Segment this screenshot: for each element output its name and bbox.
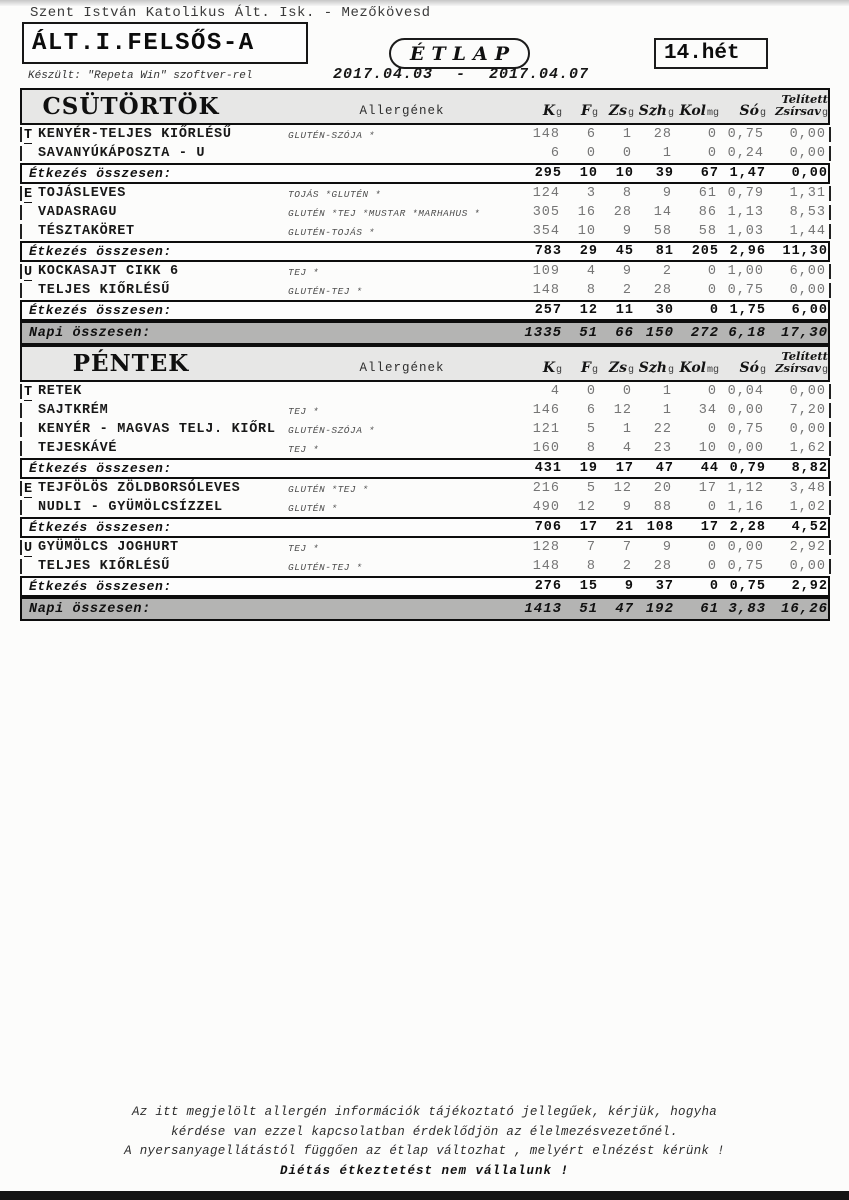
nutrition-value: 86 [698,205,717,220]
day-total-value: 51 [579,601,598,617]
nutrition-value: 1,31 [789,186,826,201]
menu-item-name: TOJÁSLEVES [38,186,127,201]
day-total-value: 47 [615,601,634,617]
menu-item-row [20,479,830,498]
meal-total-value: 1,75 [729,303,766,318]
meal-total-value: 295 [534,166,562,181]
nutrition-value: 354 [532,224,560,239]
menu-item-row [20,557,830,576]
nutrition-value: 9 [662,186,672,201]
meal-total-row [20,517,830,538]
column-header: Kg [542,103,562,119]
menu-item-name: TELJES KIŐRLÉSŰ [38,283,171,298]
menu-item-allergens: TEJ * [288,267,320,278]
meal-total-value: 8,82 [791,461,828,476]
menu-item-row [20,184,830,203]
meal-total-value: 2,28 [729,520,766,535]
nutrition-value: 0,75 [727,127,764,142]
nutrition-value: 6 [550,146,560,161]
column-header: Szhg [638,360,674,376]
column-header: Kolmg [679,360,719,376]
nutrition-value: 10 [698,441,717,456]
nutrition-value: 0,00 [789,422,826,437]
nutrition-value: 0 [707,384,717,399]
nutrition-value: 0 [707,264,717,279]
nutrition-value: 121 [532,422,560,437]
menu-item-row [20,498,830,517]
date-from: 2017.04.03 [333,66,434,83]
menu-item-name: TELJES KIŐRLÉSŰ [38,559,171,574]
nutrition-value: 1,02 [789,500,826,515]
nutrition-value: 9 [622,264,632,279]
day-total-row [20,321,830,345]
meal-total-label: Étkezés összesen: [29,244,172,259]
meal-total-value: 29 [579,244,598,259]
nutrition-value: 2,92 [789,540,826,555]
nutrition-value: 61 [698,186,717,201]
meal-total-value: 11 [615,303,634,318]
day-header-row [20,345,830,382]
day-total-label: Napi összesen: [29,601,151,617]
saturated-fat-column-header: Telített Zsírsavg [775,92,828,119]
nutrition-value: 1,00 [727,264,764,279]
nutrition-value: 0 [586,384,596,399]
meal-total-value: 30 [655,303,674,318]
column-header: Szhg [638,103,674,119]
footer-notes [0,1103,849,1181]
date-to: 2017.04.07 [488,66,589,83]
meal-total-label: Étkezés összesen: [29,520,172,535]
meal-total-value: 17 [579,520,598,535]
nutrition-value: 2 [622,559,632,574]
scan-edge-bottom [0,1191,849,1200]
nutrition-value: 9 [622,224,632,239]
menu-item-allergens: GLUTÉN-TOJÁS * [288,227,375,238]
meal-total-value: 706 [534,520,562,535]
nutrition-value: 5 [586,422,596,437]
nutrition-value: 7 [586,540,596,555]
menu-item-row [20,125,830,144]
meal-total-value: 6,00 [791,303,828,318]
menu-title-oval [389,38,530,69]
nutrition-value: 0 [707,540,717,555]
meal-total-value: 205 [691,244,719,259]
meal-total-value: 10 [615,166,634,181]
nutrition-value: 0,00 [789,384,826,399]
nutrition-value: 0,00 [789,283,826,298]
meal-total-value: 783 [534,244,562,259]
meal-total-value: 11,30 [782,244,828,259]
nutrition-value: 12 [577,500,596,515]
nutrition-value: 0,00 [727,441,764,456]
meal-total-label: Étkezés összesen: [29,461,172,476]
meal-total-value: 2,92 [791,579,828,594]
nutrition-value: 0 [707,559,717,574]
meal-total-value: 0,75 [729,579,766,594]
nutrition-value: 1,44 [789,224,826,239]
nutrition-value: 1 [662,403,672,418]
nutrition-value: 305 [532,205,560,220]
nutrition-value: 0,75 [727,422,764,437]
nutrition-value: 490 [532,500,560,515]
column-header: Fg [581,360,598,376]
meal-total-value: 0,79 [729,461,766,476]
date-range [333,66,589,83]
meal-total-value: 17 [615,461,634,476]
nutrition-value: 28 [653,127,672,142]
nutrition-value: 9 [622,500,632,515]
meal-total-label: Étkezés összesen: [29,579,172,594]
nutrition-value: 148 [532,283,560,298]
day-total-value: 17,30 [780,325,828,341]
day-total-label: Napi összesen: [29,325,151,341]
meal-total-value: 37 [655,579,674,594]
meal-total-value: 44 [700,461,719,476]
column-header: Fg [581,103,598,119]
nutrition-value: 0 [707,500,717,515]
nutrition-value: 28 [653,559,672,574]
meal-total-row [20,576,830,597]
menu-item-name: KENYÉR - MAGVAS TELJ. KIŐRL [38,422,276,437]
nutrition-value: 12 [613,481,632,496]
nutrition-value: 0 [707,283,717,298]
nutrition-value: 216 [532,481,560,496]
meal-total-value: 81 [655,244,674,259]
meal-total-value: 17 [700,520,719,535]
day-name: PÉNTEK [72,350,190,377]
menu-item-name: SAVANYÚKÁPOSZTA - U [38,146,206,161]
nutrition-value: 2 [622,283,632,298]
column-header: Sóg [739,360,766,376]
nutrition-value: 3,48 [789,481,826,496]
saturated-fat-column-header: Telített Zsírsavg [775,349,828,376]
column-header: Kolmg [679,103,719,119]
week-number-box [654,38,768,69]
footer-line: Az itt megjelölt allergén információk tájékoztató jellegűek, kérjük, hogyha [131,1105,718,1119]
meal-code: E [23,482,33,497]
menu-item-allergens: GLUTÉN-TEJ * [288,562,363,573]
menu-item-row [20,262,830,281]
day-total-value: 16,26 [780,601,828,617]
day-total-value: 66 [615,325,634,341]
nutrition-value: 128 [532,540,560,555]
menu-item-allergens: TEJ * [288,444,320,455]
allergens-column-header: Allergének [359,361,445,375]
menu-item-allergens: TEJ * [288,406,320,417]
meal-total-value: 39 [655,166,674,181]
meal-code-cell [20,125,36,144]
meal-total-value: 4,52 [791,520,828,535]
menu-item-row [20,401,830,420]
nutrition-value: 28 [613,205,632,220]
nutrition-value: 1,62 [789,441,826,456]
nutrition-value: 4 [550,384,560,399]
menu-item-row [20,420,830,439]
meal-code-cell [20,479,36,498]
menu-item-name: TEJFÖLÖS ZÖLDBORSÓLEVES [38,481,241,496]
footer-line-diet-note: Diétás étkeztetést nem vállalunk ! [279,1163,570,1178]
class-name: ÁLT.I.FELSŐS-A [32,29,255,57]
nutrition-value: 0,24 [727,146,764,161]
nutrition-value: 0,00 [789,127,826,142]
menu-item-allergens: GLUTÉN-SZÓJA * [288,425,375,436]
meal-total-row [20,241,830,262]
meal-total-label: Étkezés összesen: [29,166,172,181]
meal-code: E [23,187,33,202]
meal-total-value: 10 [579,166,598,181]
menu-title: ÉTLAP [409,42,516,65]
software-note: Készült: "Repeta Win" szoftver-rel [28,70,253,82]
column-header: Zsg [608,103,634,119]
nutrition-value: 8 [586,559,596,574]
nutrition-value: 1,16 [727,500,764,515]
nutrition-value: 2 [662,264,672,279]
meal-code-cell [20,382,36,401]
column-header: Kg [542,360,562,376]
nutrition-value: 7,20 [789,403,826,418]
day-header-row [20,88,830,125]
meal-total-label: Étkezés összesen: [29,303,172,318]
menu-item-name: NUDLI - GYÜMÖLCSÍZZEL [38,500,223,515]
meal-total-value: 257 [534,303,562,318]
nutrition-value: 4 [586,264,596,279]
day-total-value: 3,83 [728,601,766,617]
menu-item-name: SAJTKRÉM [38,403,109,418]
column-header: Zsg [608,360,634,376]
nutrition-value: 0,00 [727,403,764,418]
nutrition-value: 8,53 [789,205,826,220]
day-table [20,345,830,621]
nutrition-value: 22 [653,422,672,437]
nutrition-value: 6 [586,403,596,418]
meal-total-value: 0 [709,303,719,318]
meal-total-value: 12 [579,303,598,318]
meal-total-value: 21 [615,520,634,535]
menu-item-row [20,144,830,163]
menu-item-allergens [288,153,512,155]
nutrition-value: 58 [698,224,717,239]
school-name: Szent István Katolikus Ált. Isk. - Mezőkövesd [30,5,431,21]
menu-tables [20,88,830,621]
day-total-value: 61 [700,601,719,617]
nutrition-value: 148 [532,127,560,142]
menu-item-allergens: GLUTÉN-TEJ * [288,286,363,297]
nutrition-value: 8 [586,441,596,456]
nutrition-value: 16 [577,205,596,220]
nutrition-value: 1 [622,422,632,437]
nutrition-value: 148 [532,559,560,574]
nutrition-value: 23 [653,441,672,456]
menu-item-allergens: GLUTÉN-SZÓJA * [288,130,375,141]
meal-code: U [23,541,33,556]
nutrition-value: 6,00 [789,264,826,279]
meal-code: U [23,265,33,280]
meal-total-row [20,458,830,479]
meal-total-row [20,163,830,184]
nutrition-value: 0 [707,422,717,437]
nutrition-value: 4 [622,441,632,456]
nutrition-value: 0,00 [727,540,764,555]
nutrition-value: 8 [622,186,632,201]
nutrition-value: 9 [662,540,672,555]
meal-total-value: 47 [655,461,674,476]
menu-item-allergens: TOJÁS *GLUTÉN * [288,189,382,200]
nutrition-value: 10 [577,224,596,239]
menu-item-row [20,203,830,222]
nutrition-value: 20 [653,481,672,496]
nutrition-value: 0 [622,384,632,399]
menu-item-allergens: GLUTÉN *TEJ * [288,484,369,495]
menu-item-allergens: GLUTÉN *TEJ *MUSTAR *MARHAHUS * [288,208,481,219]
menu-item-allergens: GLUTÉN * [288,503,338,514]
date-separator: - [455,66,466,83]
menu-item-allergens: TEJ * [288,543,320,554]
day-name: CSÜTÖRTÖK [42,93,220,120]
nutrition-value: 0 [622,146,632,161]
menu-item-name: VADASRAGU [38,205,118,220]
meal-total-value: 108 [646,520,674,535]
nutrition-value: 7 [622,540,632,555]
nutrition-value: 146 [532,403,560,418]
meal-total-value: 45 [615,244,634,259]
menu-item-name: KENYÉR-TELJES KIŐRLÉSŰ [38,127,232,142]
nutrition-value: 3 [586,186,596,201]
meal-total-value: 9 [624,579,634,594]
day-total-row [20,597,830,621]
menu-item-row [20,439,830,458]
nutrition-value: 0,04 [727,384,764,399]
nutrition-value: 1,03 [727,224,764,239]
meal-total-value: 431 [534,461,562,476]
nutrition-value: 0,00 [789,146,826,161]
nutrition-value: 88 [653,500,672,515]
meal-total-value: 2,96 [729,244,766,259]
meal-code: T [23,385,33,400]
footer-line: A nyersanyagellátástól függően az étlap változhat , melyért elnézést kérünk ! [124,1144,725,1158]
nutrition-value: 0,79 [727,186,764,201]
meal-code-cell [20,184,36,203]
day-total-value: 1413 [524,601,562,617]
menu-item-name: TÉSZTAKÖRET [38,224,135,239]
day-total-value: 150 [645,325,674,341]
day-total-value: 1335 [524,325,562,341]
nutrition-value: 17 [698,481,717,496]
day-table [20,88,830,345]
day-total-value: 51 [579,325,598,341]
nutrition-value: 12 [613,403,632,418]
column-header: Sóg [739,103,766,119]
nutrition-value: 0 [707,127,717,142]
menu-item-name: RETEK [38,384,83,399]
menu-item-row [20,222,830,241]
meal-total-value: 15 [579,579,598,594]
nutrition-value: 1 [662,146,672,161]
nutrition-value: 8 [586,283,596,298]
meal-total-value: 276 [534,579,562,594]
menu-item-row [20,382,830,401]
menu-item-name: TEJESKÁVÉ [38,441,118,456]
nutrition-value: 1,13 [727,205,764,220]
nutrition-value: 14 [653,205,672,220]
nutrition-value: 0 [586,146,596,161]
meal-total-value: 19 [579,461,598,476]
meal-total-value: 1,47 [729,166,766,181]
menu-item-allergens [288,391,512,393]
nutrition-value: 109 [532,264,560,279]
menu-item-name: KOCKASAJT CIKK 6 [38,264,179,279]
nutrition-value: 0,75 [727,283,764,298]
footer-line: kérdése van ezzel kapcsolatban érdeklődjön az élelmezésvezetőnél. [170,1124,679,1139]
nutrition-value: 6 [586,127,596,142]
nutrition-value: 160 [532,441,560,456]
day-total-value: 6,18 [728,325,766,341]
nutrition-value: 1 [662,384,672,399]
meal-total-value: 67 [700,166,719,181]
nutrition-value: 34 [698,403,717,418]
class-name-box [22,22,308,64]
meal-total-value: 0 [709,579,719,594]
day-total-value: 272 [690,325,719,341]
nutrition-value: 0 [707,146,717,161]
meal-total-row [20,300,830,321]
meal-code-cell [20,262,36,281]
nutrition-value: 1 [622,127,632,142]
day-total-value: 192 [645,601,674,617]
menu-item-name: GYÜMÖLCS JOGHURT [38,540,179,555]
nutrition-value: 58 [653,224,672,239]
menu-item-row [20,281,830,300]
nutrition-value: 28 [653,283,672,298]
menu-item-row [20,538,830,557]
nutrition-value: 1,12 [727,481,764,496]
allergens-column-header: Allergének [359,104,445,118]
week-number: 14.hét [664,42,740,65]
nutrition-value: 0,00 [789,559,826,574]
meal-code-cell [20,538,36,557]
nutrition-value: 0,75 [727,559,764,574]
nutrition-value: 124 [532,186,560,201]
nutrition-value: 5 [586,481,596,496]
meal-total-value: 0,00 [791,166,828,181]
meal-code: T [23,128,33,143]
